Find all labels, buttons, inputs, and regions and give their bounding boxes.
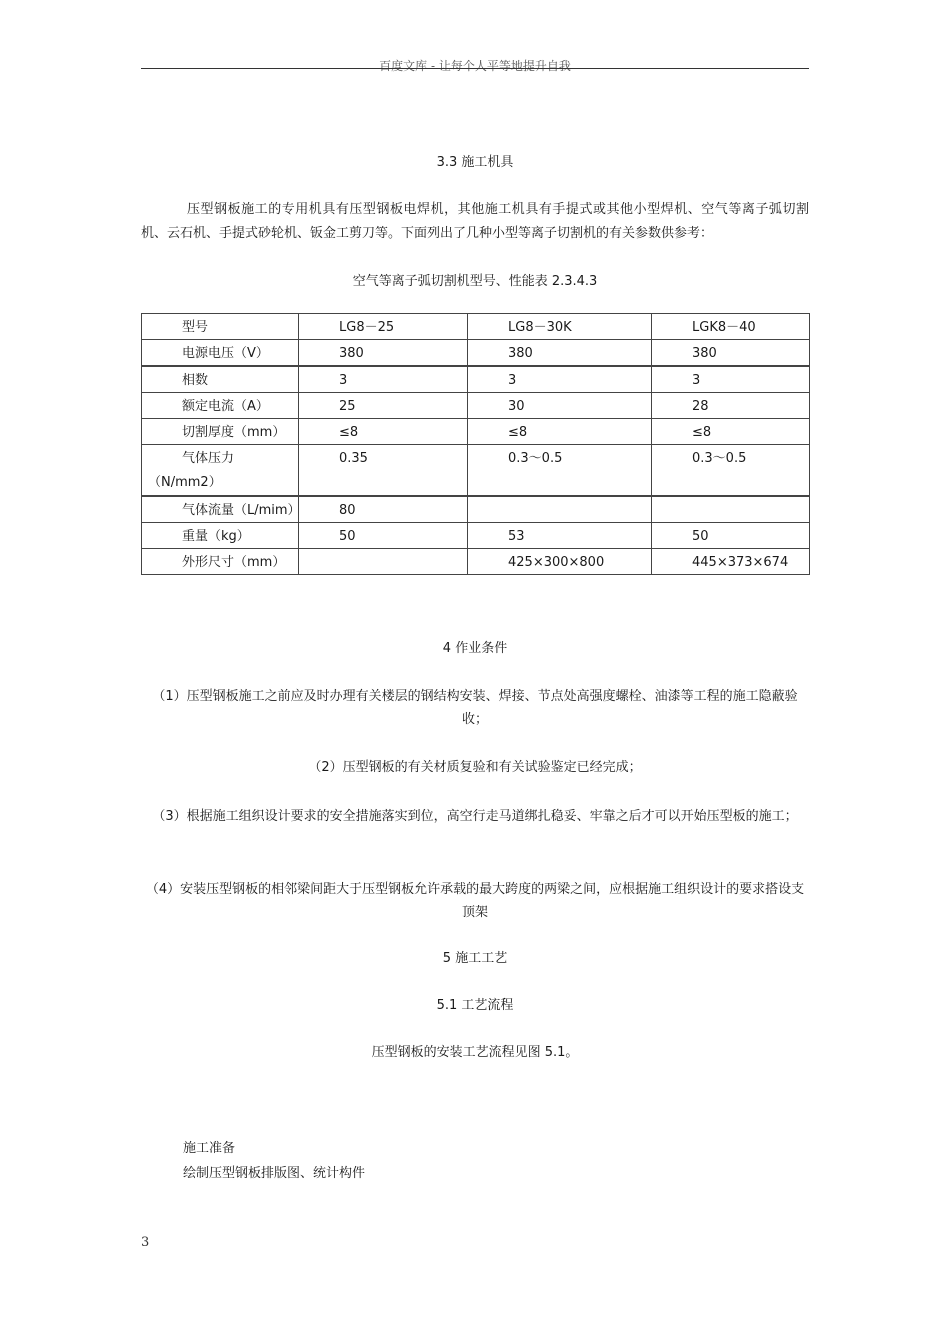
table-cell [299, 549, 468, 575]
table-cell: 3 [468, 366, 652, 393]
section-5-1-title: 5.1 工艺流程 [436, 998, 514, 1013]
page-number: 3 [141, 1235, 150, 1250]
condition-item-4: （4）安装压型钢板的相邻梁间距大于压型钢板允许承载的最大跨度的两梁之间，应根据施工组织设计的要求搭设支顶架 [145, 882, 805, 920]
pressure-label-line2: （N/mm2） [148, 475, 222, 490]
table-cell: 外形尺寸（mm） [142, 549, 299, 575]
section-5-title: 5 施工工艺 [442, 951, 508, 966]
table-row [142, 496, 810, 523]
table-cell: 切割厚度（mm） [142, 419, 299, 445]
table-cell: 425×300×800 [468, 549, 652, 575]
condition-item-2: （2）压型钢板的有关材质复验和有关试验鉴定已经完成； [308, 760, 642, 775]
condition-item-3: （3）根据施工组织设计要求的安全措施落实到位，高空行走马道绑扎稳妥、牢靠之后才可以开始压型板的施工； [152, 809, 798, 824]
spec-table [141, 313, 810, 575]
table-cell: 25 [299, 393, 468, 419]
table-row [142, 366, 810, 393]
table-cell: 380 [299, 340, 468, 367]
pressure-label-line1: 气体压力 [182, 451, 235, 466]
table-cell: 30 [468, 393, 652, 419]
table-row [142, 523, 810, 549]
table-cell: 380 [652, 340, 810, 367]
table-cell: 50 [652, 523, 810, 549]
table-cell: 电源电压（V） [142, 340, 299, 367]
table-cell [652, 496, 810, 523]
table-cell: ≤8 [468, 419, 652, 445]
table-cell: LGK8－40 [652, 314, 810, 340]
section-3-3-paragraph: 压型钢板施工的专用机具有压型钢板电焊机，其他施工机具有手提式或其他小型焊机、空气等离子弧切割机、云石机、手提式砂轮机、钣金工剪刀等。下面列出了几种小型等离子切割机的有关参数供参考： [141, 202, 809, 241]
table-cell: 相数 [142, 366, 299, 393]
table-cell: 50 [299, 523, 468, 549]
table-cell: 0.3～0.5 [652, 445, 810, 497]
page-header: 百度文库 - 让每个人平等地提升自我 [379, 59, 571, 73]
table-cell: ≤8 [652, 419, 810, 445]
section-3-3-title: 3.3 施工机具 [436, 155, 514, 170]
table-row [142, 393, 810, 419]
table-cell: 53 [468, 523, 652, 549]
table-cell: 气体流量（L/mim） [142, 496, 299, 523]
flow-item-drawing: 绘制压型钢板排版图、统计构件 [183, 1166, 366, 1181]
header-rule [141, 68, 809, 69]
table-row [142, 445, 810, 497]
table-cell: 重量（kg） [142, 523, 299, 549]
table-cell: ≤8 [299, 419, 468, 445]
condition-item-1: （1）压型钢板施工之前应及时办理有关楼层的钢结构安装、焊接、节点处高强度螺栓、油漆等工程的施工隐蔽验收； [152, 689, 798, 727]
table-cell [468, 496, 652, 523]
table-cell: 3 [299, 366, 468, 393]
table-cell: 445×373×674 [652, 549, 810, 575]
table-cell: 380 [468, 340, 652, 367]
table-cell: 80 [299, 496, 468, 523]
table-header-row [142, 314, 810, 340]
table-cell: 额定电流（A） [142, 393, 299, 419]
section-5-1-text: 压型钢板的安装工艺流程见图 5.1。 [371, 1045, 579, 1060]
table-cell [142, 445, 299, 497]
section-4-title: 4 作业条件 [442, 641, 508, 656]
table-cell: 0.35 [299, 445, 468, 497]
table-cell: 3 [652, 366, 810, 393]
table-row [142, 549, 810, 575]
table-cell: LG8－25 [299, 314, 468, 340]
table-cell: 型号 [142, 314, 299, 340]
table-cell: 28 [652, 393, 810, 419]
flow-item-prepare: 施工准备 [183, 1141, 236, 1156]
table-cell: LG8－30K [468, 314, 652, 340]
table-caption: 空气等离子弧切割机型号、性能表 2.3.4.3 [352, 274, 598, 289]
table-row [142, 419, 810, 445]
table-row [142, 340, 810, 367]
table-cell: 0.3～0.5 [468, 445, 652, 497]
